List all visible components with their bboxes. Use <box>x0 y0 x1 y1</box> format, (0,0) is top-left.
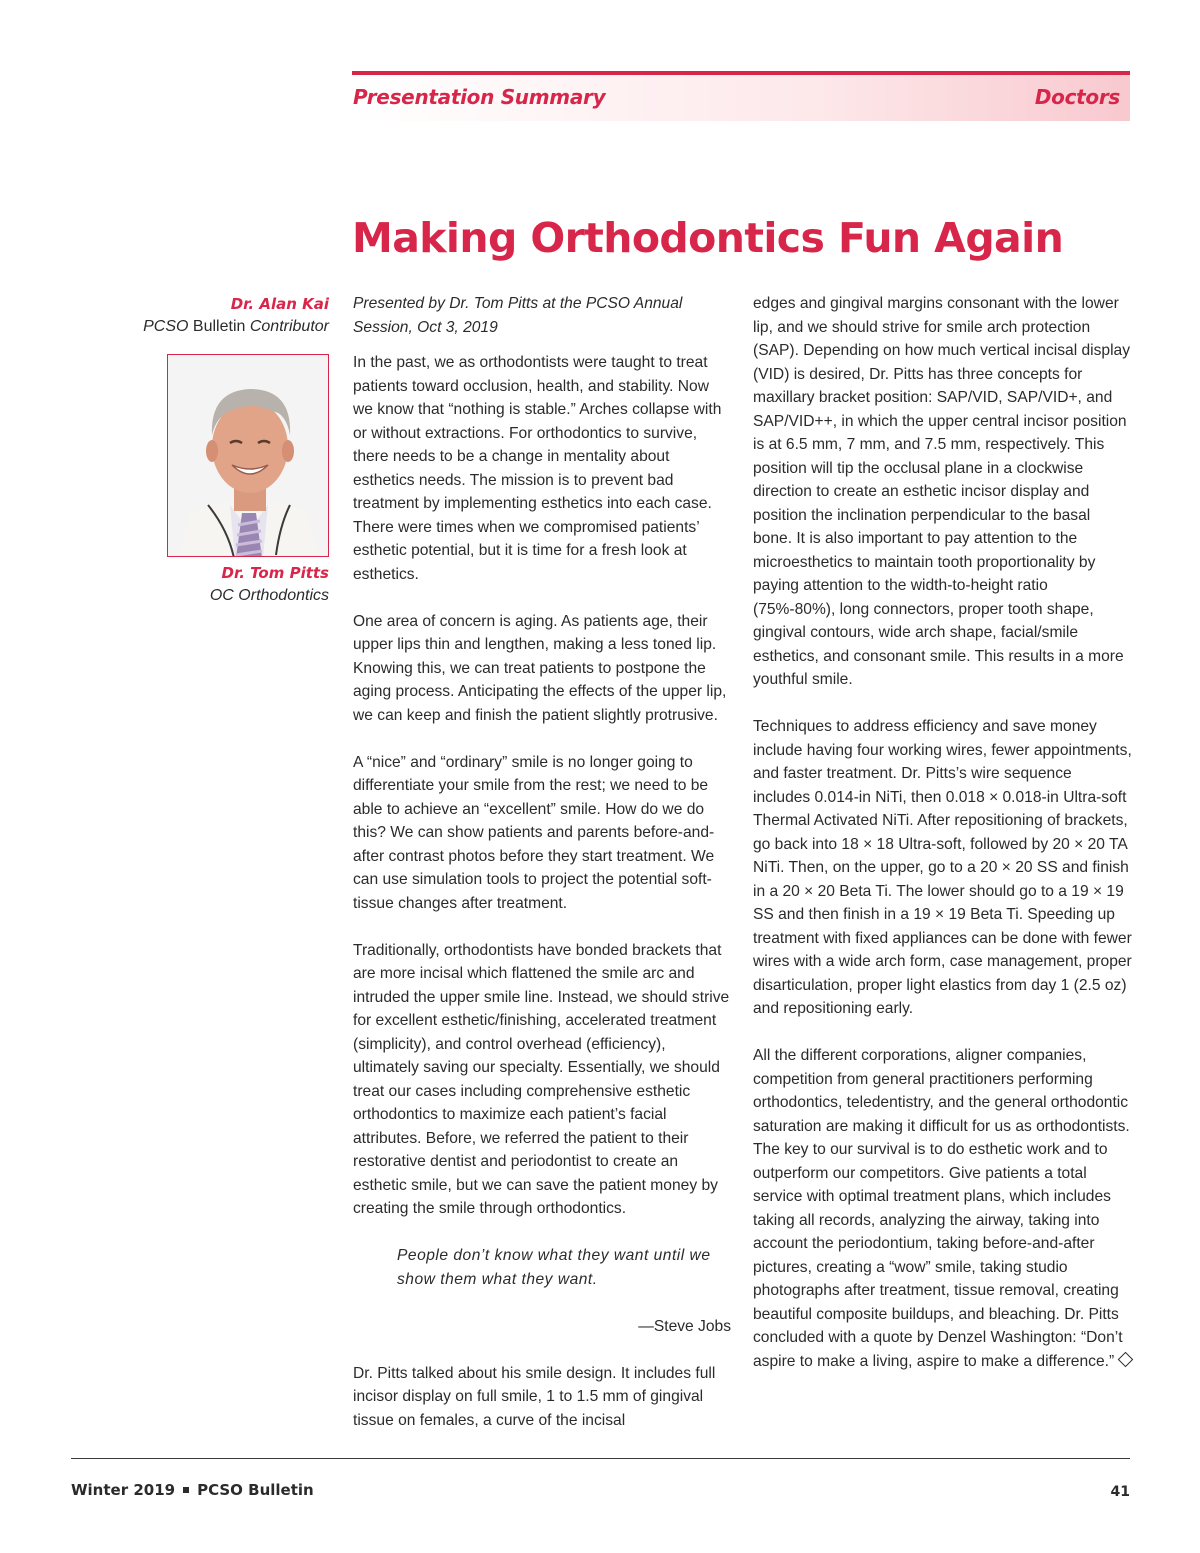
author-photo <box>167 354 329 557</box>
paragraph: Dr. Pitts talked about his smile design. It includes full incisor display on full smile, 1 to 1.5 mm of gingival tissue on females, a curve of the incisal <box>353 1364 716 1429</box>
footer-issue: Winter 2019 PCSO Bulletin <box>71 1481 314 1499</box>
author-block-kai <box>100 293 329 338</box>
footer-divider <box>71 1458 1130 1459</box>
pull-quote: People don’t know what they want until we show them what they want. <box>397 1247 711 1288</box>
section-label: Presentation Summary <box>353 85 606 109</box>
presented-by: Presented by Dr. Tom Pitts at the PCSO Annual Session, Oct 3, 2019 <box>353 295 683 336</box>
paragraph: Techniques to address efficiency and save money include having four working wires, fewer appointments, and faster treatment. Dr. Pitts’s wire sequence includes 0.014-in NiTi, then 0.018 × 0.018-in Ultra-soft Thermal Activated NiTi. After repositioning of brackets, go back into 18 × 18 Ultra-soft, followed by 20 × 20 TA NiTi. Then, on the upper, go to a 20 × 20 SS and finish in a 20 × 20 Beta Ti. The lower should go to a 19 × 19 SS and then finish in a 19 × 19 Beta Ti. Speeding up treatment with fixed appliances can be done with fewer wires with a wide arch form, case management, proper disarticulation, proper light elastics from day 1 (2.5 oz) and repositioning early. <box>753 718 1132 1017</box>
portrait-image <box>168 355 329 557</box>
paragraph: In the past, we as orthodontists were taught to treat patients toward occlusion, health, and stability. Now we know that “nothing is stable.” Arches collapse with or without extractions. For orthodontics to survive, there needs to be a change in mentality about esthetics needs. The mission is to prevent bad treatment by implementing esthetics into each case. There were times when we compromised patients’ esthetic potential, but it is time for a fresh look at esthetics. <box>353 354 722 583</box>
author-role: OC Orthodontics <box>209 587 329 604</box>
end-mark-icon <box>1118 1351 1134 1367</box>
article-column-1 <box>353 292 731 1456</box>
article-title: Making Orthodontics Fun Again <box>352 214 1064 262</box>
paragraph: All the different corporations, aligner companies, competition from general practitioners performing orthodontics, teledentistry, and the general orthodontic saturation are making it difficult for us as orthodontists. The key to our survival is to do esthetic work and to outperform our competitors. Give patients a total service with optimal treatment plans, which includes taking all records, analyzing the airway, taking into account the periodontium, taking before-and-after pictures, creating a “wow” smile, taking studio photographs after treatment, tissue removal, creating beautiful composite buildups, and bleaching. Dr. Pitts concluded with a quote by Denzel Washington: “Don’t aspire to make a living, aspire to make a difference.” <box>753 1044 1133 1373</box>
author-name: Dr. Alan Kai <box>230 295 329 313</box>
article-column-2 <box>753 292 1133 1397</box>
paragraph: Traditionally, orthodontists have bonded brackets that are more incisal which flattened the smile arc and intruded the upper smile line. Instead, we should strive for excellent esthetic/finishing, accelerated treatment (simplicity), and control overhead (efficiency), ultimately saving our specialty. Essentially, we should treat our cases including comprehensive esthetic orthodontics to maximize each patient’s facial attributes. Before, we referred the patient to their restorative dentist and periodontist to create an esthetic smile, but we can save the patient money by creating the smile through orthodontics. <box>353 941 730 1217</box>
author-name: Dr. Tom Pitts <box>221 564 329 582</box>
author-block-pitts <box>100 562 329 607</box>
paragraph: edges and gingival margins consonant with the lower lip, and we should strive for smile arch protection (SAP). Depending on how much vertical incisal display (VID) is desired, Dr. Pitts has three concepts for maxillary bracket position: SAP/VID, SAP/VID+, and SAP/VID++, in which the upper central incisor position is at 6.5 mm, 7 mm, and 7.5 mm, respectively. This position will tip the occlusal plane in a clockwise direction to create an esthetic incisor display and position the inclination perpendicular to the basal bone. It is also important to pay attention to the microesthetics to maintain tooth proportionality by paying attention to the width-to-height ratio (75%-80%), long connectors, proper tooth shape, gingival contours, wide arch shape, facial/smile esthetics, and consonant smile. This results in a more youthful smile. <box>753 295 1131 688</box>
author-role: PCSO Bulletin Contributor <box>143 318 329 335</box>
paragraph: A “nice” and “ordinary” smile is no longer going to differentiate your smile from the rest; we need to be able to achieve an “excellent” smile. How do we do this? We can show patients and parents before-and-after contrast photos before they start treatment. We can use simulation tools to project the potential soft-tissue changes after treatment. <box>353 753 715 912</box>
quote-attribution: —Steve Jobs <box>638 1317 731 1335</box>
category-label: Doctors <box>1034 85 1120 109</box>
page-number: 41 <box>1110 1484 1130 1500</box>
section-header <box>352 71 1130 121</box>
square-bullet-icon <box>183 1487 189 1493</box>
paragraph: One area of concern is aging. As patients age, their upper lips thin and lengthen, making a less toned lip. Knowing this, we can treat patients to postpone the aging process. Anticipating the effects of the upper lip, we can keep and finish the patient slightly protrusive. <box>353 612 727 724</box>
